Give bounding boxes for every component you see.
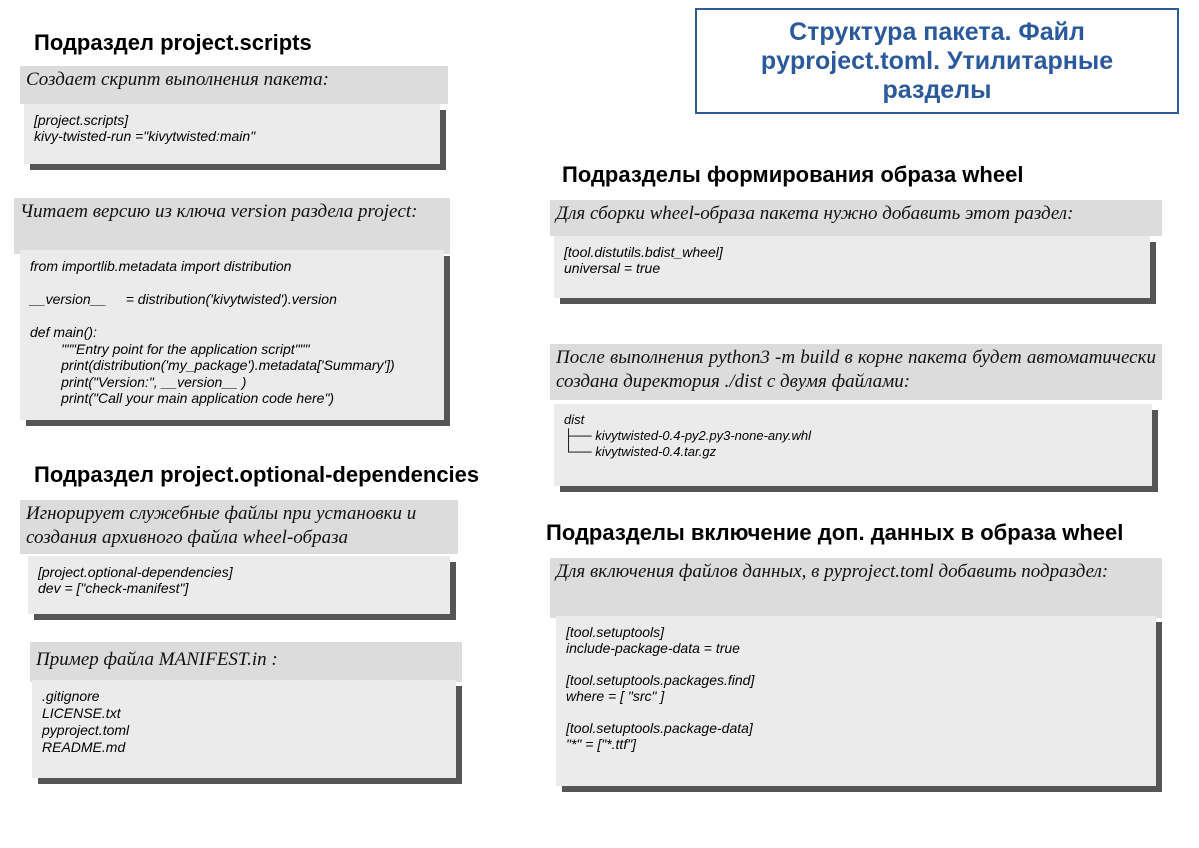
desc-data: Для включения файлов данных, в pyproject.toml добавить подраздел: xyxy=(550,558,1162,618)
desc-version: Читает версию из ключа version раздела project: xyxy=(14,198,450,254)
desc-dist: После выполнения python3 -m build в корне пакета будет автоматически создана директория ./dist с двумя файлами: xyxy=(550,344,1162,400)
desc-manifest: Пример файла MANIFEST.in : xyxy=(30,642,462,682)
code-scripts: [project.scripts] kivy-twisted-run ="kivytwisted:main" xyxy=(24,104,440,164)
slide-title xyxy=(695,8,1179,114)
desc-scripts: Создает скрипт выполнения пакета: xyxy=(20,66,448,104)
heading-data: Подразделы включение доп. данных в образа wheel xyxy=(546,520,1124,545)
heading-wheel: Подразделы формирования образа wheel xyxy=(562,162,1024,187)
code-manifest: .gitignore LICENSE.txt pyproject.toml README.md xyxy=(32,680,456,778)
code-dist: dist ├── kivytwisted-0.4-py2.py3-none-any.whl └── kivytwisted-0.4.tar.gz xyxy=(554,404,1152,486)
heading-optional-dependencies: Подраздел project.optional-dependencies xyxy=(34,462,480,487)
desc-optional: Игнорирует служебные файлы при установки и создания архивного файла wheel-образа xyxy=(20,500,458,554)
code-wheel: [tool.distutils.bdist_wheel] universal = true xyxy=(554,236,1150,298)
code-version: from importlib.metadata import distribution __version__ = distribution('kivytwisted').version def main(): """Entry point for the application script""" print(distribution('my_package').metadata['Summary']) print("Version:", __version__ ) print("Call your main application code here") xyxy=(20,250,444,420)
code-optional: [project.optional-dependencies] dev = ["check-manifest"] xyxy=(28,556,450,614)
desc-wheel: Для сборки wheel-образа пакета нужно добавить этот раздел: xyxy=(550,200,1162,236)
heading-project-scripts: Подраздел project.scripts xyxy=(34,30,312,55)
code-data: [tool.setuptools] include-package-data = true [tool.setuptools.packages.find] where = [ "src" ] [tool.setuptools.package-data] "*" = ["*.ttf"] xyxy=(556,616,1156,786)
slide-title-text: Структура пакета. Файл pyproject.toml. Утилитарные разделы xyxy=(760,17,1114,104)
